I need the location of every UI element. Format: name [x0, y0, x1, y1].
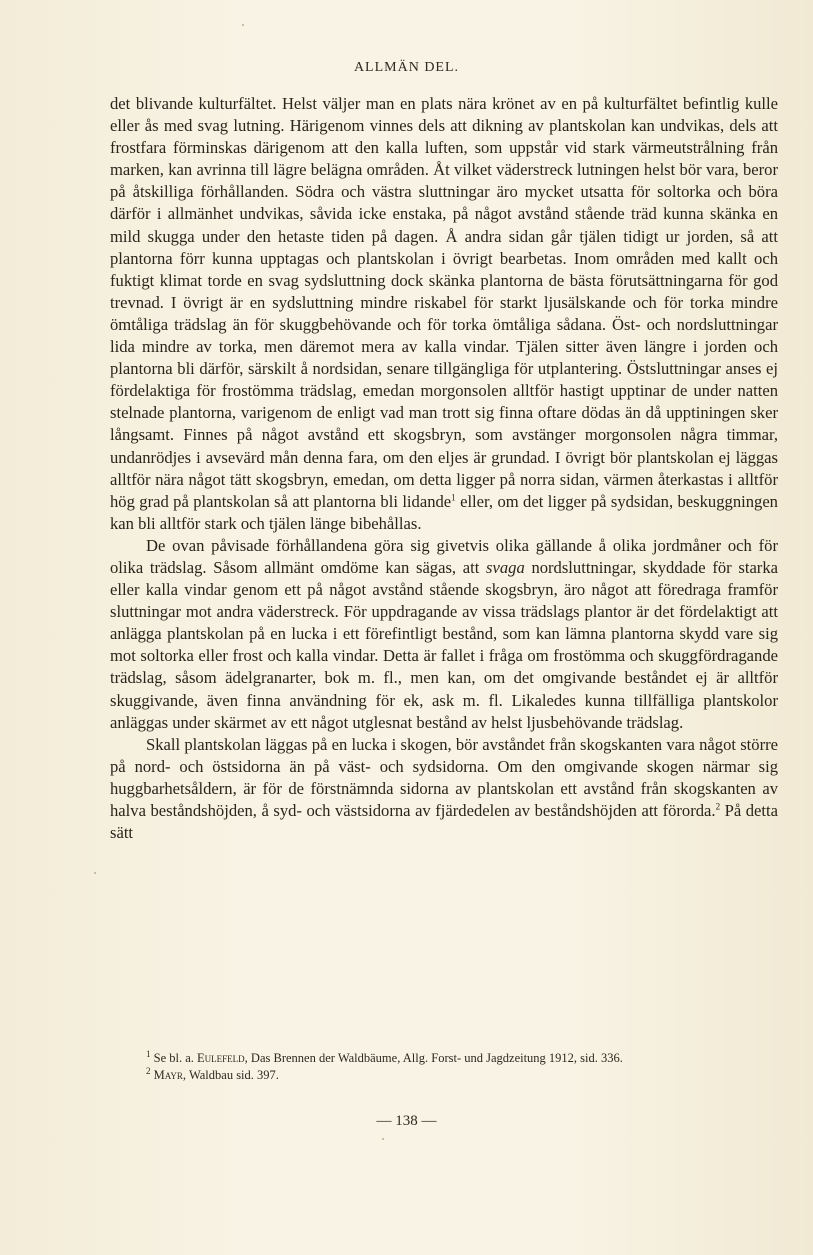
paragraph-3	[110, 734, 778, 844]
footnote-1-mark: 1	[146, 1048, 151, 1059]
footnote-2-rest: Waldbau sid. 397.	[188, 1068, 279, 1082]
paper-speck	[242, 24, 244, 26]
footnote-ref-1: 1	[451, 492, 456, 503]
paragraph-3-text: Skall plantskolan läggas på en lucka i skogen, bör avståndet från skogskanten vara något större på nord- och östsidorna än på väst- och sydsidorna. Om den omgivande skogen närmar sig huggbarhetsåldern, är för de förstnämnda sidorna av plantskolan ett avstånd från skogskanten av halva beståndshöjden, å syd- och västsidorna av fjärdedelen av beståndshöjden att förorda.	[110, 734, 778, 820]
paragraph-2-post: nordsluttningar, skyddade för starka eller kalla vindar genom ett på något avstånd stående skogsbryn, äro något att föredraga framför sluttningar mot andra väderstreck. För uppdragande av vissa trädslags plantor är det fördelaktigt att anlägga plantskolan på en lucka i ett förefintligt bestånd, som kan lämna plantorna skydd vare sig mot soltorka eller frost och kalla vindar. Detta är fallet i fråga om frostömma och skuggfördragande trädslag, såsom ädelgranarter, bok m. fl., men kan, om det omgivande beståndet ej är alltför skuggivande, även finna användning för ek, ask m. fl. Likaledes kunna tillfälliga plantskolor anläggas under skärmet av ett något utglesnat bestånd av helst ljusbehövande trädslag.	[110, 557, 778, 732]
paragraph-2-pre: De ovan påvisade förhållandena göra sig givetvis olika gällande å olika jordmåner och för olika trädslag. Såsom allmänt omdöme kan sägas, att	[110, 535, 778, 577]
footnote-1	[110, 1050, 778, 1067]
body-text	[110, 93, 778, 844]
page-number: — 138 —	[376, 1113, 437, 1129]
footnote-1-pre: Se bl. a.	[153, 1051, 194, 1065]
paragraph-2-emphasis: svaga	[486, 557, 525, 577]
running-head: ALLMÄN DEL.	[353, 60, 460, 75]
paper-speck	[94, 872, 96, 874]
footnote-2	[110, 1067, 778, 1084]
footnote-2-mark: 2	[146, 1065, 151, 1076]
paragraph-1-tail: eller, om det ligger på sydsidan, beskuggningen kan bli alltför stark och tjälen länge bibehållas.	[110, 491, 778, 533]
footnotes	[110, 1050, 778, 1084]
footnote-2-author: Mayr,	[153, 1068, 187, 1082]
paragraph-3-tail: På detta sätt	[110, 801, 778, 843]
footnote-1-author: Eulefeld,	[197, 1051, 248, 1065]
paper-speck	[382, 1138, 384, 1140]
paragraph-1-text: det blivande kulturfältet. Helst väljer man en plats nära krönet av en på kulturfältet befintlig kulle eller ås med svag lutning. Härigenom vinnes dels att dikning av plantskolan kan undvikas, dels att frostfara förminskas därigenom att den kalla luften, som uppstår vid stark värmeutstrålning från marken, kan avrinna till lägre belägna områden. Åt vilket väderstreck lutningen helst bör vara, beror på åtskilliga förhållanden. Södra och västra sluttningar äro mycket utsatta för soltorka och böra därför i allmänhet undvikas, såvida icke enstaka, på något avstånd stående träd kunna skänka en mild skugga under den hetaste tiden på dagen. Å andra sidan går tjälen tidigt ur jorden, så att plantorna förr kunna upptagas och plantskolan i övrigt bearbetas. Inom områden med kallt och fuktigt klimat torde en svag sydsluttning dock skänka plantorna de bästa förutsättningarna för god trevnad. I övrigt är en sydsluttning mindre riskabel för starkt ljusälskande och för torka mindre ömtåliga trädslag än för skuggbehövande och för torka ömtåliga sådana. Öst- och nordsluttningar lida mindre av torka, men däremot mera av kalla vindar. Tjälen sitter även längre i jorden och plantorna bli därför, särskilt å nordsidan, senare tillgängliga för utplantering. Östsluttningar anses ej fördelaktiga för frostömma trädslag, emedan morgonsolen alltför hastigt upptinar de under natten stelnade plantorna, varigenom de enligt vad man trott sig finna oftare dödas än då upptiningen sker långsamt. Finnes på något avstånd ett skogsbryn, som avstänger morgonsolen några timmar, undanrödjes i avsevärd mån denna fara, om den eljes är grundad. I övrigt bör plantskolan ej läggas alltför nära något tätt skogsbryn, emedan, om detta ligger på norra sidan, värmen återkastas i alltför hög grad på plantskolan så att plantorna bli lidande	[110, 94, 778, 511]
paragraph-1	[110, 93, 778, 535]
footnote-ref-2: 2	[715, 801, 721, 812]
paragraph-2	[110, 535, 778, 734]
footnote-1-rest: Das Brennen der Waldbäume, Allg. Forst- und Jagdzeitung 1912, sid. 336.	[250, 1051, 623, 1065]
